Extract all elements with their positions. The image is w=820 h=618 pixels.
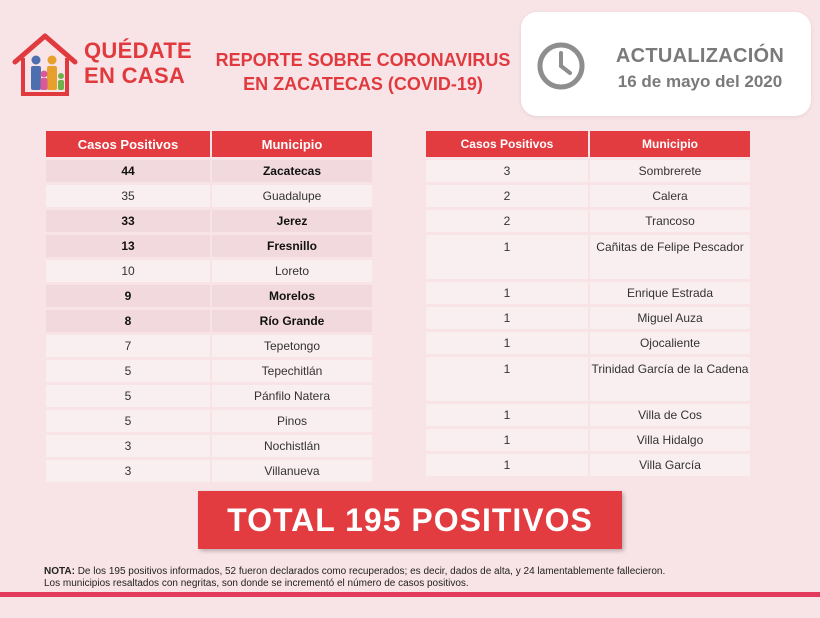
cases-cell: 35: [46, 185, 210, 207]
table-row: [46, 235, 372, 257]
table-row: [46, 260, 372, 282]
municipio-cell: Cañitas de Felipe Pescador: [588, 235, 750, 279]
cases-cell: 13: [46, 235, 210, 257]
municipio-cell: Loreto: [210, 260, 372, 282]
logo-line-1: QUÉDATE: [84, 38, 193, 63]
cases-cell: 3: [426, 160, 588, 182]
cases-cell: 1: [426, 404, 588, 426]
header-municipio: Municipio: [210, 131, 372, 157]
table-row: [426, 357, 750, 401]
table-row: [46, 460, 372, 482]
cases-cell: 1: [426, 235, 588, 279]
note-label: NOTA:: [44, 566, 75, 577]
municipio-cell: Sombrerete: [588, 160, 750, 182]
municipio-cell: Zacatecas: [210, 160, 372, 182]
cases-cell: 9: [46, 285, 210, 307]
footnote: [44, 566, 784, 590]
municipio-cell: Tepechitlán: [210, 360, 372, 382]
municipio-cell: Ojocaliente: [588, 332, 750, 354]
table-row: [426, 429, 750, 451]
cases-cell: 1: [426, 307, 588, 329]
municipio-cell: Río Grande: [210, 310, 372, 332]
cases-cell: 44: [46, 160, 210, 182]
municipio-cell: Villa García: [588, 454, 750, 476]
cases-cell: 5: [46, 410, 210, 432]
cases-cell: 5: [46, 360, 210, 382]
report-title: [212, 48, 514, 96]
table-row: [426, 210, 750, 232]
note-line-1: De los 195 positivos informados, 52 fueron declarados como recuperados; es decir, dados de alta, y 24 lamentablemente fallecieron.: [74, 566, 666, 577]
table-row: [426, 235, 750, 279]
table-row: [426, 332, 750, 354]
table-row: [46, 210, 372, 232]
table-row: [46, 185, 372, 207]
left-cases-table: [46, 128, 372, 485]
municipio-cell: Miguel Auza: [588, 307, 750, 329]
table-row: [46, 310, 372, 332]
cases-cell: 5: [46, 385, 210, 407]
report-title-line-1: REPORTE SOBRE CORONAVIRUS: [215, 50, 511, 70]
municipio-cell: Jerez: [210, 210, 372, 232]
municipio-cell: Villa de Cos: [588, 404, 750, 426]
table-row: [46, 335, 372, 357]
family-house-icon: [10, 30, 80, 100]
header-municipio: Municipio: [588, 131, 750, 157]
clock-icon: [535, 40, 587, 92]
cases-cell: 7: [46, 335, 210, 357]
total-positives-banner: TOTAL 195 POSITIVOS: [198, 491, 622, 549]
cases-cell: 1: [426, 282, 588, 304]
municipio-cell: Trancoso: [588, 210, 750, 232]
municipio-cell: Calera: [588, 185, 750, 207]
table-row: [426, 307, 750, 329]
quedate-en-casa-logo: [10, 30, 200, 102]
cases-cell: 2: [426, 185, 588, 207]
municipio-cell: Villa Hidalgo: [588, 429, 750, 451]
right-cases-table: [426, 128, 750, 479]
cases-cell: 8: [46, 310, 210, 332]
table-row: [46, 385, 372, 407]
cases-cell: 3: [46, 460, 210, 482]
logo-line-2: EN CASA: [84, 63, 186, 88]
municipio-cell: Pánfilo Natera: [210, 385, 372, 407]
header-casos-positivos: Casos Positivos: [426, 131, 588, 157]
update-date: 16 de mayo del 2020: [617, 72, 783, 91]
table-row: [46, 360, 372, 382]
cases-cell: 3: [46, 435, 210, 457]
municipio-cell: Nochistlán: [210, 435, 372, 457]
bottom-divider: [0, 592, 820, 597]
table-header-row: [46, 131, 372, 157]
municipio-cell: Morelos: [210, 285, 372, 307]
municipio-cell: Tepetongo: [210, 335, 372, 357]
table-row: [46, 160, 372, 182]
municipio-cell: Villanueva: [210, 460, 372, 482]
cases-cell: 10: [46, 260, 210, 282]
table-row: [426, 160, 750, 182]
cases-cell: 1: [426, 357, 588, 401]
table-row: [426, 404, 750, 426]
table-row: [426, 454, 750, 476]
table-row: [426, 185, 750, 207]
municipio-cell: Trinidad García de la Cadena: [588, 357, 750, 401]
update-box: [521, 12, 811, 116]
table-row: [46, 410, 372, 432]
municipio-cell: Guadalupe: [210, 185, 372, 207]
update-title: ACTUALIZACIÓN: [615, 45, 785, 67]
municipio-cell: Enrique Estrada: [588, 282, 750, 304]
table-row: [46, 435, 372, 457]
report-title-line-2: EN ZACATECAS (COVID-19): [243, 74, 483, 94]
logo-text: [84, 38, 192, 88]
table-header-row: [426, 131, 750, 157]
header-casos-positivos: Casos Positivos: [46, 131, 210, 157]
cases-cell: 1: [426, 454, 588, 476]
note-line-2: Los municipios resaltados con negritas, son donde se incrementó el número de casos positivos.: [44, 578, 469, 589]
cases-cell: 2: [426, 210, 588, 232]
table-row: [426, 282, 750, 304]
cases-cell: 1: [426, 429, 588, 451]
cases-cell: 1: [426, 332, 588, 354]
table-row: [46, 285, 372, 307]
municipio-cell: Pinos: [210, 410, 372, 432]
cases-cell: 33: [46, 210, 210, 232]
municipio-cell: Fresnillo: [210, 235, 372, 257]
